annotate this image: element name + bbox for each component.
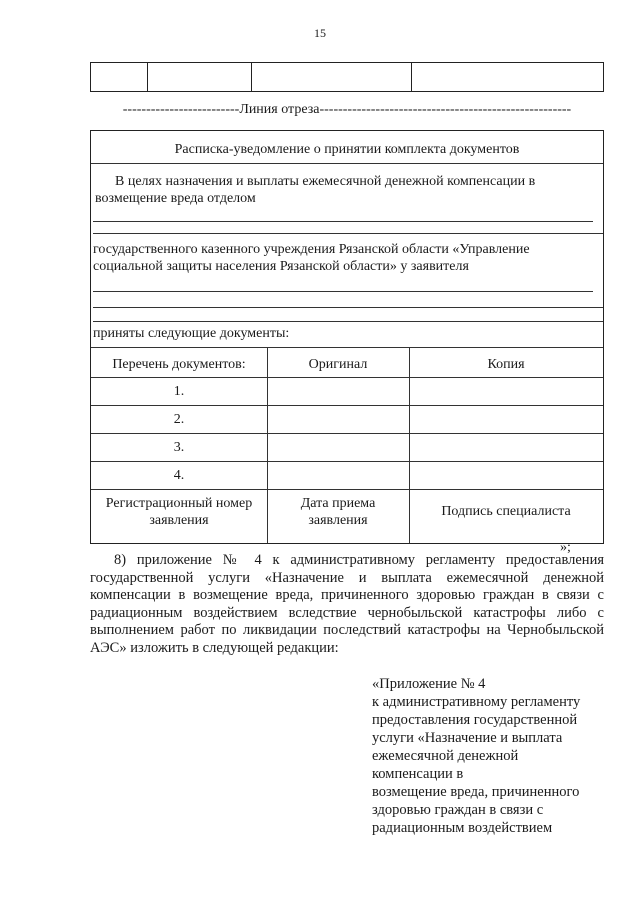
fill-in-line (93, 321, 603, 322)
quote-close: »; (560, 540, 571, 555)
receipt-intro-line: В целях назначения и выплаты ежемесячной денежной компенсации в (115, 174, 536, 189)
fill-in-line (93, 307, 603, 308)
appendix-header (372, 675, 612, 837)
appendix-line: «Приложение № 4 (372, 676, 486, 692)
receipt-form (90, 130, 604, 544)
specialist-signature-label: Подпись специалиста (441, 504, 571, 519)
table-row: 4. (173, 468, 185, 483)
page-number: 15 (314, 26, 326, 40)
fill-in-line (93, 221, 593, 222)
registration-number-label: Регистрационный номер заявления (105, 496, 253, 528)
paragraph-text: 8) приложение № 4 к административному регламенту предоставления государственной услуги «Назначение и выплата ежемесячной денежной компенсации в возмещение вреда, причиненного здоровью граждан в связи с радиационным воздействием вследствие чернобыльской катастрофы либо с выполнением работ по ликвидации последствий катастрофы на Чернобыльской АЭС» изложить в следующей редакции: (90, 552, 604, 656)
table-row: 3. (173, 440, 185, 455)
receipt-intro-line: возмещение вреда отделом (95, 191, 256, 206)
previous-table-row (90, 62, 604, 92)
amendment-paragraph (90, 552, 604, 657)
accepted-label: приняты следующие документы: (93, 326, 290, 341)
institution-line: государственного казенного учреждения Рязанской области «Управление (93, 242, 530, 257)
receipt-date-label: Дата приема заявления (300, 496, 376, 528)
header-documents: Перечень документов: (112, 357, 246, 372)
table-row: 2. (173, 412, 185, 427)
appendix-line: ежемесячной денежной (372, 748, 519, 764)
appendix-line: к административному регламенту (372, 694, 581, 710)
appendix-line: здоровью граждан в связи с (372, 802, 544, 818)
header-original: Оригинал (308, 357, 368, 372)
appendix-line: радиационным воздействием (372, 820, 553, 836)
header-copy: Копия (487, 357, 525, 372)
fill-in-line (93, 233, 603, 234)
appendix-line: предоставления государственной (372, 712, 578, 728)
appendix-line: услуги «Назначение и выплата (372, 730, 563, 746)
appendix-line: возмещение вреда, причиненного (372, 784, 580, 800)
institution-line: социальной защиты населения Рязанской области» у заявителя (93, 259, 469, 274)
cut-line: -------------------------Линия отреза------------------------------------------------------ (122, 102, 572, 117)
table-row: 1. (173, 384, 185, 399)
fill-in-line (93, 291, 593, 292)
receipt-title: Расписка-уведомление о принятии комплекта документов (174, 142, 520, 157)
appendix-line: компенсации в (372, 766, 464, 782)
